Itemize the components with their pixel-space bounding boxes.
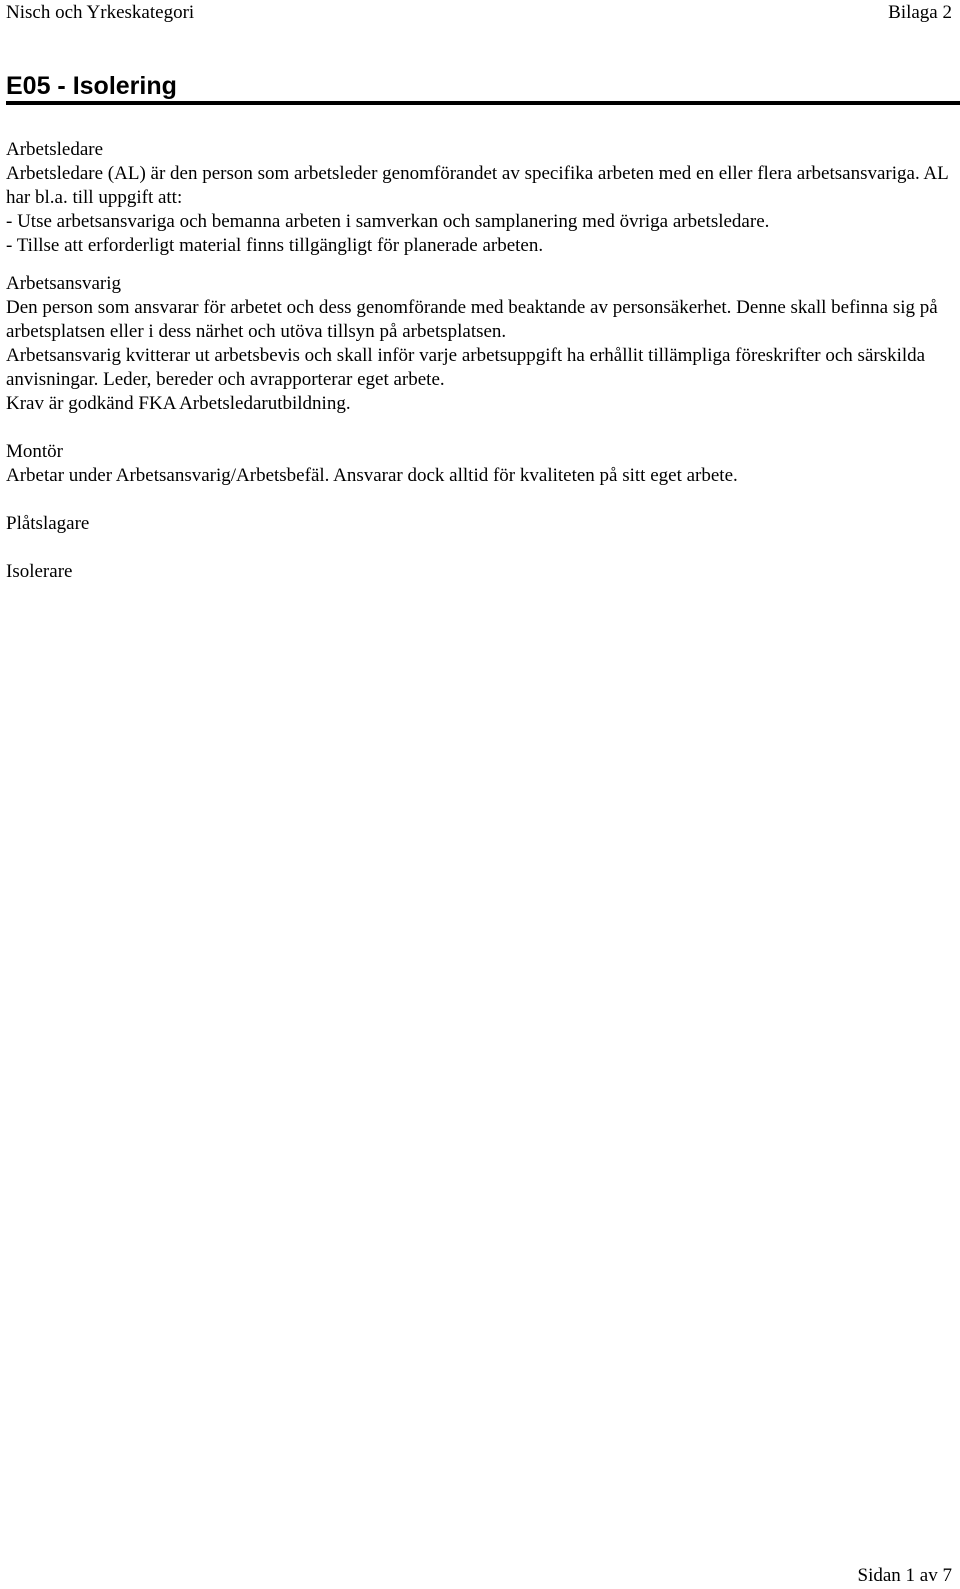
page-header: [6, 0, 952, 26]
document-body: [6, 138, 954, 598]
section-arbetsansvarig: [6, 272, 954, 416]
section-heading-arbetsansvarig: Arbetsansvarig: [6, 273, 122, 294]
arbetsledare-line-1: Arbetsledare (AL) är den person som arbetsleder genomförandet av specifika arbeten med en eller flera arbetsansvariga. AL har bl.a. till uppgift att:: [6, 163, 949, 208]
section-heading-platslagare: Plåtslagare: [6, 513, 90, 534]
section-heading-arbetsledare: Arbetsledare: [6, 139, 104, 160]
section-isolerare: [6, 560, 954, 584]
montor-line-1: Arbetar under Arbetsansvarig/Arbetsbefäl. Ansvarar dock alltid för kvaliteten på sitt eget arbete.: [6, 465, 738, 486]
section-heading-montor: Montör: [6, 441, 63, 462]
arbetsledare-line-3: - Tillse att erforderligt material finns tillgängligt för planerade arbeten.: [6, 235, 544, 256]
section-arbetsledare: [6, 138, 954, 258]
page-number: Sidan 1 av 7: [857, 1565, 952, 1586]
arbetsansvarig-line-2: Arbetsansvarig kvitterar ut arbetsbevis och skall inför varje arbetsuppgift ha erhållit tillämpliga föreskrifter och särskilda anvisningar. Leder, bereder och avrapporterar eget arbete.: [6, 345, 926, 390]
section-heading-isolerare: Isolerare: [6, 561, 73, 582]
header-appendix: Bilaga 2: [888, 2, 952, 23]
document-title: E05 - Isolering: [6, 72, 177, 100]
arbetsansvarig-line-3: Krav är godkänd FKA Arbetsledarutbildning.: [6, 393, 351, 414]
header-category: Nisch och Yrkeskategori: [6, 2, 195, 23]
title-divider: [6, 101, 960, 105]
arbetsansvarig-line-1: Den person som ansvarar för arbetet och dess genomförande med beaktande av personsäkerhet. Denne skall befinna sig på arbetsplatsen eller i dess närhet och utöva tillsyn på arbetsplatsen.: [6, 297, 938, 342]
section-platslagare: [6, 512, 954, 536]
section-montor: [6, 440, 954, 488]
arbetsledare-line-2: - Utse arbetsansvariga och bemanna arbeten i samverkan och samplanering med övriga arbetsledare.: [6, 211, 770, 232]
